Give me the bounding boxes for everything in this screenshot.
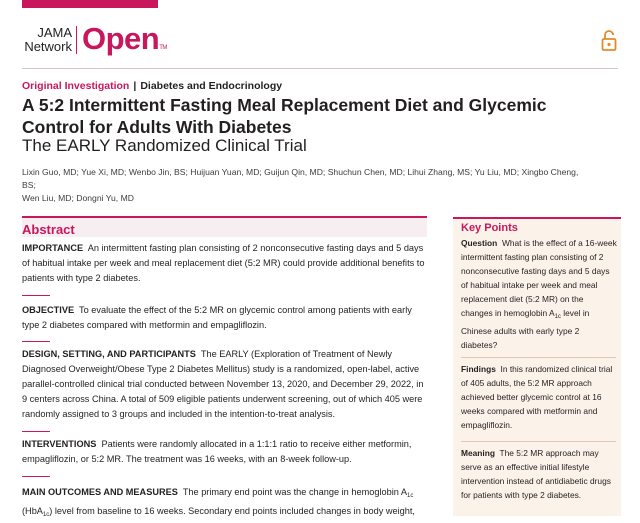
- abstract-heading: [22, 216, 427, 237]
- outcomes-text: ) level from baseline to 16 weeks. Secondary end points included changes in body weight,: [49, 506, 415, 516]
- journal-name: Open: [82, 21, 160, 56]
- meaning-text: The 5:2 MR approach may serve as an effective initial lifestyle intervention instead of antidiabetic drugs for patients with type 2 diabetes.: [461, 448, 611, 500]
- abstract-separator: [22, 341, 50, 342]
- outcomes-label: MAIN OUTCOMES AND MEASURES: [22, 487, 178, 497]
- key-points-box: [453, 217, 621, 516]
- journal-logo-name: [82, 21, 167, 57]
- journal-color-bar: [22, 0, 158, 8]
- objective-label: OBJECTIVE: [22, 305, 75, 315]
- objective-text: To evaluate the effect of the 5:2 MR on glycemic control among patients with early type 2 diabetes compared with metformin and empagliflozin.: [22, 305, 412, 330]
- outcomes-text: The primary end point was the change in hemoglobin A: [182, 487, 408, 497]
- design-text: The EARLY (Exploration of Treatment of Newly Diagnosed Overweight/Obese Type 2 Diabetes Mellitus) study is a randomized, open-label, active parallel-controlled clinical trial conducted between November 13, 2020, and December 29, 2022, in 9 centers across China. A total of 509 eligible patients underwent screening, out of which 405 were randomly assigned to 3 groups and included in the intention-to-treat analysis.: [22, 349, 424, 419]
- abstract-interventions: [22, 437, 427, 467]
- author-list: [22, 166, 582, 205]
- article-subtitle: The EARLY Randomized Clinical Trial: [22, 136, 307, 155]
- abstract-objective: [22, 303, 427, 333]
- key-points-findings: [461, 362, 617, 432]
- key-points-separator: [461, 441, 616, 442]
- key-points-heading: [453, 217, 621, 235]
- journal-logo-line1: JAMA: [37, 25, 72, 40]
- question-subscript: 1c: [554, 314, 561, 320]
- key-points-separator: [461, 357, 616, 358]
- importance-label: IMPORTANCE: [22, 243, 84, 253]
- key-points-meaning: [461, 446, 617, 502]
- outcomes-subscript: 1c: [42, 512, 50, 518]
- meaning-label: Meaning: [461, 448, 495, 458]
- article-category: [22, 80, 282, 92]
- article-section[interactable]: Diabetes and Endocrinology: [140, 80, 283, 92]
- interventions-text: Patients were randomly allocated in a 1:1:1 ratio to receive either metformin, empagliflozin, or 5:2 MR. The treatment was 16 weeks, with an 8-week follow-up.: [22, 439, 412, 464]
- abstract-design: [22, 347, 427, 422]
- journal-trademark: TM: [159, 45, 167, 51]
- category-separator: |: [133, 80, 137, 92]
- question-text: What is the effect of a 16-week intermittent fasting plan consisting of 2 nonconsecutive fasting days and 5 days of habitual intake per week and meal replacement diet (5:2 MR) on the changes in hemoglobin A: [461, 238, 617, 318]
- question-label: Question: [461, 238, 498, 248]
- findings-text: In this randomized clinical trial of 405 adults, the 5:2 MR approach achieved better glycemic control at 16 weeks compared with metformin and empagliflozin.: [461, 364, 613, 430]
- findings-label: Findings: [461, 364, 496, 374]
- outcomes-subscript: 1c: [407, 493, 414, 499]
- design-label: DESIGN, SETTING, AND PARTICIPANTS: [22, 349, 196, 359]
- journal-logo-small: [22, 26, 72, 54]
- question-text: level in Chinese adults with early type 2 diabetes?: [461, 308, 590, 350]
- outcomes-text: (HbA: [22, 506, 43, 516]
- abstract-separator: [22, 431, 50, 432]
- abstract-separator: [22, 295, 50, 296]
- journal-logo-line2: Network: [24, 39, 72, 54]
- importance-text: An intermittent fasting plan consisting of 2 nonconsecutive fasting days and 5 days of habitual intake per week and meal replacement diet (5:2 MR) could provide additional benefits to patients with type 2 diabetes.: [22, 243, 425, 283]
- abstract-heading-text: Abstract: [22, 222, 75, 237]
- journal-logo-divider: [76, 26, 77, 54]
- key-points-heading-text: Key Points: [461, 222, 518, 234]
- interventions-label: INTERVENTIONS: [22, 439, 97, 449]
- abstract-importance: [22, 241, 427, 286]
- abstract-outcomes: [22, 485, 427, 523]
- article-title: A 5:2 Intermittent Fasting Meal Replacement Diet and Glycemic Control for Adults With Diabetes: [22, 95, 547, 137]
- article-type: Original Investigation: [22, 80, 130, 92]
- open-access-lock-icon[interactable]: [601, 29, 617, 51]
- author-list-line1: Lixin Guo, MD; Yue Xi, MD; Wenbo Jin, BS; Huijuan Yuan, MD; Guijun Qin, MD; Shuchun Chen, MD; Lihui Zhang, MS; Yu Liu, MD; Xingbo Cheng, BS;: [22, 167, 579, 190]
- author-list-line2: Wen Liu, MD; Dongni Yu, MD: [22, 193, 134, 203]
- abstract-separator: [22, 476, 50, 477]
- header-divider: [22, 68, 618, 69]
- key-points-question: [461, 236, 617, 352]
